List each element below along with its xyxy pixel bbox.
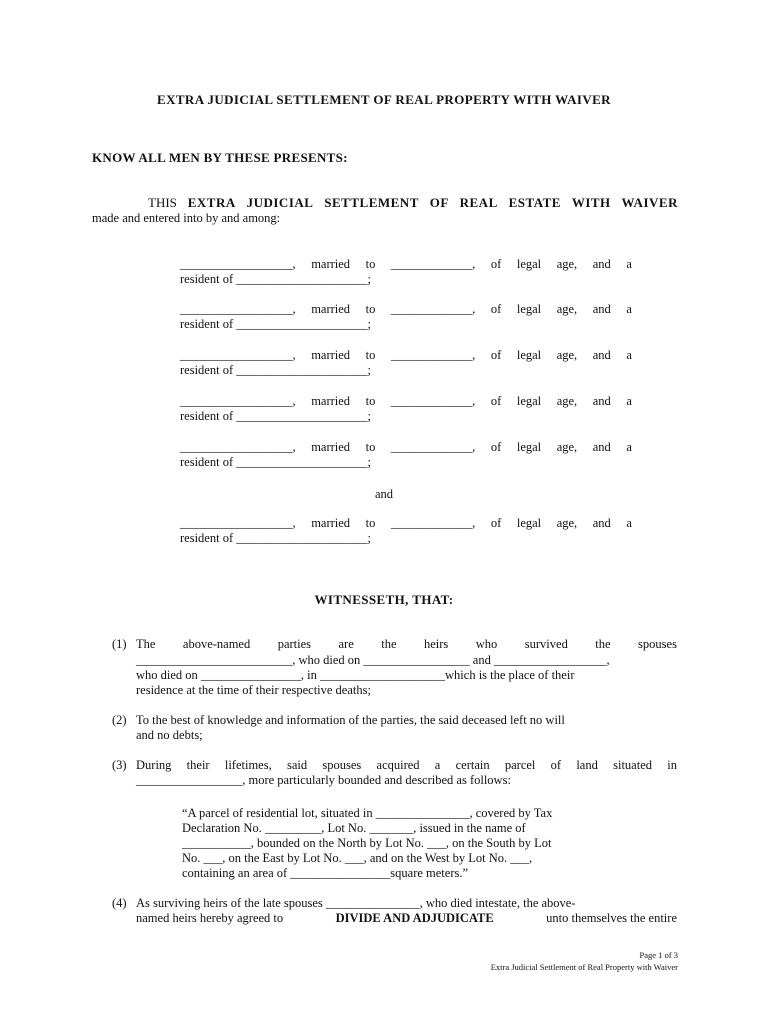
party-word: and [592, 257, 611, 271]
item-word: spouses [322, 758, 362, 772]
intro-word: REAL [459, 195, 498, 210]
item-number: (3) [112, 758, 127, 772]
party-word: of [490, 348, 502, 362]
party-word: to [365, 257, 376, 271]
intro-word: EXTRA [187, 195, 236, 210]
item-word: parcel [504, 758, 536, 772]
item-text: unto themselves the entire [546, 911, 677, 925]
item-word: survived [524, 637, 568, 651]
item-word: who [475, 637, 498, 651]
item1-line-1 [136, 637, 677, 652]
item2-line-2: and no debts; [136, 728, 203, 742]
party-name-blank: __________________, [180, 302, 296, 316]
item1-line-3: who died on ________________, in ____________________which is the place of their [136, 668, 575, 682]
party-word: a [626, 257, 632, 271]
party-word: to [365, 302, 376, 316]
item-word: their [186, 758, 210, 772]
item-word: During [136, 758, 172, 772]
party-word: of [490, 516, 502, 530]
document-title: EXTRA JUDICIAL SETTLEMENT OF REAL PROPERTY WITH WAIVER [157, 92, 611, 107]
witnesseth-heading: WITNESSETH, THAT: [314, 592, 454, 607]
party-word: to [365, 516, 376, 530]
intro-word: WAIVER [621, 195, 678, 210]
party-word: to [365, 440, 376, 454]
party-word: married [311, 302, 351, 316]
party-name-blank: __________________, [180, 348, 296, 362]
intro-word: OF [429, 195, 449, 210]
party-word: age, [556, 394, 578, 408]
party-word: a [626, 440, 632, 454]
party-word: age, [556, 348, 578, 362]
party-word: legal [516, 516, 542, 530]
party-residence: resident of _____________________; [180, 409, 371, 423]
party-word: legal [516, 348, 542, 362]
intro-line-1 [148, 195, 678, 211]
party-word: to [365, 348, 376, 362]
party-name-blank: __________________, [180, 257, 296, 271]
party-residence: resident of _____________________; [180, 363, 371, 377]
item3-line-1 [136, 758, 677, 773]
party-word: married [311, 440, 351, 454]
party-word: a [626, 516, 632, 530]
spouse-blank: _____________, [390, 516, 476, 530]
intro-word: THIS [148, 195, 177, 210]
lot-description-line-1: “A parcel of residential lot, situated in _______________, covered by Tax [182, 806, 553, 820]
know-all-heading: KNOW ALL MEN BY THESE PRESENTS: [92, 150, 348, 165]
item-word: above-named [182, 637, 251, 651]
item-word: situated [613, 758, 652, 772]
party-word: age, [556, 302, 578, 316]
party-residence: resident of _____________________; [180, 455, 371, 469]
party-word: legal [516, 440, 542, 454]
party-word: a [626, 302, 632, 316]
lot-description-line-4: No. ___, on the East by Lot No. ___, and on the West by Lot No. ___, [182, 851, 533, 865]
lot-description-line-5: containing an area of ________________square meters.” [182, 866, 469, 880]
intro-line-2: made and entered into by and among: [92, 211, 281, 225]
party-name-blank: __________________, [180, 440, 296, 454]
party-word: age, [556, 257, 578, 271]
party-word: of [490, 257, 502, 271]
party-word: of [490, 302, 502, 316]
item-word: said [286, 758, 308, 772]
party-name-blank: __________________, [180, 394, 296, 408]
spouse-blank: _____________, [390, 440, 476, 454]
party-word: legal [516, 394, 542, 408]
footer-doc-title: Extra Judicial Settlement of Real Property with Waiver [490, 962, 678, 972]
divide-adjudicate-emphasis: DIVIDE AND ADJUDICATE [335, 911, 494, 925]
item-word: in [667, 758, 677, 772]
item-word: are [338, 637, 354, 651]
lot-description-line-2: Declaration No. _________, Lot No. _______, issued in the name of [182, 821, 526, 835]
item-number: (4) [112, 896, 127, 910]
party-word: legal [516, 302, 542, 316]
party-word: married [311, 394, 351, 408]
party-word: of [490, 440, 502, 454]
party-word: and [592, 348, 611, 362]
item-word: a [434, 758, 441, 772]
party-word: a [626, 348, 632, 362]
item-number: (2) [112, 713, 127, 727]
spouse-blank: _____________, [390, 394, 476, 408]
item4-line-2 [136, 911, 677, 926]
party-line-1 [180, 440, 632, 455]
item-text: named heirs hereby agreed to [136, 911, 284, 925]
party-line-1 [180, 516, 632, 531]
party-word: and [592, 394, 611, 408]
lot-description-line-3: ___________, bounded on the North by Lot No. ___, on the South by Lot [182, 836, 552, 850]
spouse-blank: _____________, [390, 348, 476, 362]
item2-line-1: To the best of knowledge and information of the parties, the said deceased left no will [136, 713, 565, 727]
party-word: married [311, 516, 351, 530]
and-connector: and [374, 487, 394, 501]
party-residence: resident of _____________________; [180, 317, 371, 331]
item-word: heirs [423, 637, 449, 651]
party-word: to [365, 394, 376, 408]
party-word: married [311, 348, 351, 362]
party-word: of [490, 394, 502, 408]
party-name-blank: __________________, [180, 516, 296, 530]
item-word: the [595, 637, 611, 651]
spouse-blank: _____________, [390, 257, 476, 271]
party-line-1 [180, 302, 632, 317]
intro-word: JUDICIAL [246, 195, 314, 210]
item3-line-2: _________________, more particularly bounded and described as follows: [136, 773, 511, 787]
party-word: and [592, 440, 611, 454]
item-word: certain [455, 758, 490, 772]
party-word: legal [516, 257, 542, 271]
item-word: of [550, 758, 562, 772]
party-line-1 [180, 394, 632, 409]
party-word: and [592, 302, 611, 316]
item4-line-1: As surviving heirs of the late spouses _______________, who died intestate, the above- [136, 896, 576, 910]
intro-word: SETTLEMENT [324, 195, 419, 210]
party-line-1 [180, 257, 632, 272]
party-word: married [311, 257, 351, 271]
item-word: spouses [638, 637, 677, 651]
item-word: the [381, 637, 397, 651]
item-word: land [576, 758, 598, 772]
party-residence: resident of _____________________; [180, 531, 371, 545]
item-word: lifetimes, [224, 758, 272, 772]
party-line-1 [180, 348, 632, 363]
spouse-blank: _____________, [390, 302, 476, 316]
item-word: parties [277, 637, 312, 651]
intro-word: WITH [571, 195, 611, 210]
intro-word: ESTATE [508, 195, 561, 210]
item1-line-4: residence at the time of their respective deaths; [136, 683, 371, 697]
item1-line-2: _________________________, who died on _________________ and __________________, [136, 653, 610, 667]
party-word: a [626, 394, 632, 408]
item-word: acquired [376, 758, 420, 772]
party-residence: resident of _____________________; [180, 272, 371, 286]
item-word: The [136, 637, 156, 651]
party-word: age, [556, 516, 578, 530]
item-number: (1) [112, 637, 127, 651]
party-word: and [592, 516, 611, 530]
party-word: age, [556, 440, 578, 454]
page-number: Page 1 of 3 [639, 950, 678, 960]
